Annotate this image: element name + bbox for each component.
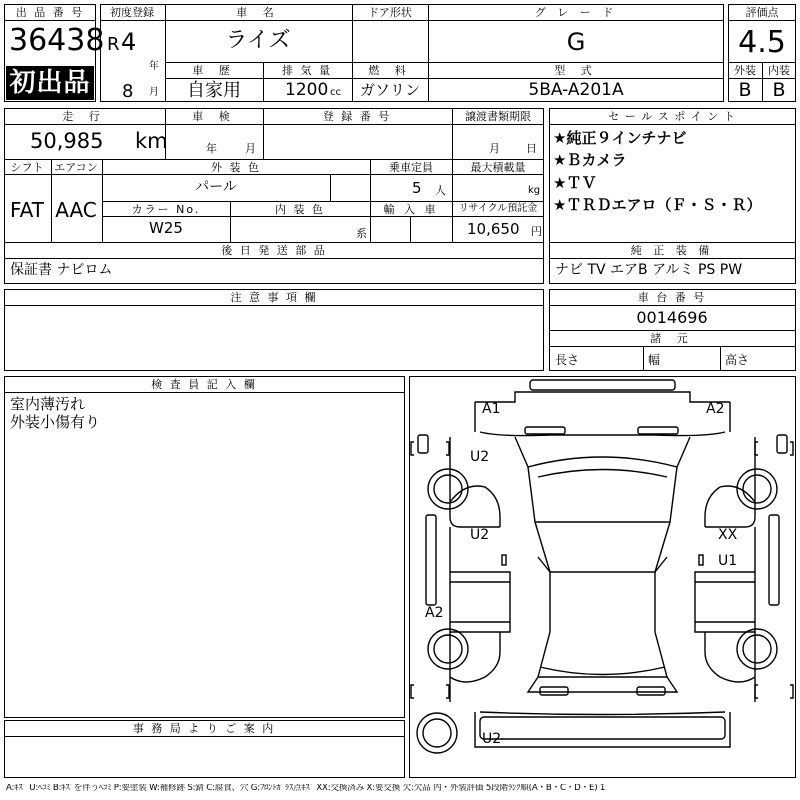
grade-label: グ レ ー ド: [534, 6, 618, 19]
grade: G: [566, 28, 586, 56]
width-label: 幅: [648, 353, 661, 367]
recycle-label: リサイクル預託金: [458, 203, 538, 214]
lot-number-label: 出 品 番 号: [15, 6, 85, 19]
exterior-color: パール: [195, 179, 237, 195]
displacement: 1200: [285, 80, 329, 100]
interior-grade-label: 内装: [768, 64, 790, 77]
car-name: ライズ: [225, 28, 291, 53]
first-listing-badge: 初出品: [6, 66, 94, 100]
mileage: 50,985: [30, 129, 104, 153]
mileage-unit: km: [135, 129, 168, 153]
interior-color-suffix: 系: [356, 227, 367, 240]
shift: FAT: [9, 198, 45, 222]
length-label: 長さ: [555, 353, 580, 367]
year-unit: 年: [149, 61, 159, 72]
dims-label: 諸 元: [650, 332, 694, 345]
displacement-label: 排 気 量: [282, 64, 332, 77]
capacity: 5: [412, 179, 422, 197]
inspection-year-unit: 年: [206, 142, 217, 155]
damage-mark-left-fender: U2: [470, 449, 490, 465]
ac: AAC: [55, 198, 97, 222]
history-label: 車 歴: [192, 64, 236, 77]
plate-label: 登 録 番 号: [322, 110, 392, 123]
notes-label: 注 意 事 項 欄: [230, 291, 318, 304]
legend: A:ｷｽﾞ U:ﾍｺﾐ B:ｷｽﾞを伴うﾍｺﾐ P:要塗装 W:補修跡 S:錆 C:腐食、穴 G:ﾌﾛﾝﾄｶﾞﾗｽ点ｷｽﾞ XX:交換済み X:要交換 欠:欠品 内・外装評価 5段階ﾗﾝｸ順(A・B・C・D・E) 1: [6, 784, 606, 793]
month-unit: 月: [149, 87, 159, 98]
color-no-label: カラー No.: [131, 203, 201, 216]
equipment-label: 純 正 装 備: [630, 244, 714, 257]
score: 4.5: [738, 25, 786, 60]
damage-mark-front-right: A2: [706, 401, 725, 417]
first-reg-label: 初度登録: [110, 6, 154, 19]
interior-grade: B: [772, 79, 786, 101]
car-outline-icon: [410, 377, 794, 776]
import-label: 輸 入 車: [383, 203, 439, 216]
mileage-label: 走 行: [62, 110, 106, 123]
score-label: 評価点: [745, 6, 779, 19]
interior-color-label: 内 装 色: [275, 203, 325, 216]
exterior-color-label: 外 装 色: [211, 161, 261, 174]
model-code: 5BA-A201A: [528, 80, 624, 100]
damage-mark-left-door: U2: [470, 527, 490, 543]
max-load-unit: kg: [528, 185, 541, 196]
inspector-line: 外装小傷有り: [10, 413, 101, 431]
selling-point-item: ★純正９インチナビ: [553, 129, 687, 147]
shift-label: シフト: [10, 161, 44, 174]
height-label: 高さ: [725, 353, 750, 367]
transfer-day-unit: 日: [526, 142, 537, 155]
era-prefix: R: [107, 34, 120, 55]
color-no: W25: [149, 219, 183, 237]
chassis-label: 車 台 番 号: [637, 291, 707, 304]
inspector-label: 検 査 員 記 入 欄: [151, 378, 257, 391]
max-load-label: 最大積載量: [470, 161, 526, 174]
recycle-amount: 10,650: [467, 220, 520, 238]
chassis-number: 0014696: [636, 308, 708, 327]
model-code-label: 型 式: [554, 64, 598, 77]
exterior-grade: B: [738, 79, 752, 101]
equipment-value: ナビ TV エアB アルミ PS PW: [555, 262, 743, 278]
reg-month: 8: [122, 81, 134, 102]
transfer-label: 譲渡書類期限: [465, 110, 531, 123]
inspection-label: 車 検: [192, 110, 236, 123]
selling-point-item: ★ＴＲＤエアロ（Ｆ・Ｓ・Ｒ）: [553, 196, 762, 214]
fuel-label: 燃 料: [368, 64, 412, 77]
car-diagram: [409, 376, 796, 778]
damage-mark-front-left: A1: [482, 401, 501, 417]
displacement-unit: cc: [330, 87, 341, 98]
exterior-grade-label: 外装: [734, 64, 756, 77]
transfer-month-unit: 月: [489, 142, 500, 155]
selling-point-item: ★ＴＶ: [553, 174, 597, 192]
fuel: ガソリン: [359, 81, 421, 99]
lot-number: 36438: [9, 23, 105, 58]
damage-mark-right-door: U1: [718, 553, 738, 569]
damage-mark-right-door-top: XX: [718, 527, 738, 543]
followup-parts: 保証書 ナビロム: [10, 262, 113, 278]
door-type-label: ドア形状: [368, 6, 412, 19]
ac-label: エアコン: [54, 161, 98, 174]
capacity-unit: 人: [435, 184, 446, 197]
car-name-label: 車 名: [236, 6, 280, 19]
recycle-unit: 円: [531, 225, 542, 238]
inspector-line: 室内薄汚れ: [10, 395, 86, 413]
office-label: 事 務 局 よ り ご 案 内: [132, 722, 276, 735]
inspection-month-unit: 月: [245, 142, 256, 155]
followup-label: 後 日 発 送 部 品: [221, 244, 327, 257]
damage-mark-rear-bumper: U2: [482, 731, 502, 747]
selling-points-label: セ ー ル ス ポ イ ン ト: [608, 110, 736, 123]
history: 自家用: [187, 80, 241, 101]
capacity-label: 乗車定員: [389, 161, 433, 174]
damage-mark-left-quarter: A2: [425, 605, 444, 621]
selling-point-item: ★Ｂカメラ: [553, 151, 627, 169]
reg-year: 4: [121, 28, 137, 56]
